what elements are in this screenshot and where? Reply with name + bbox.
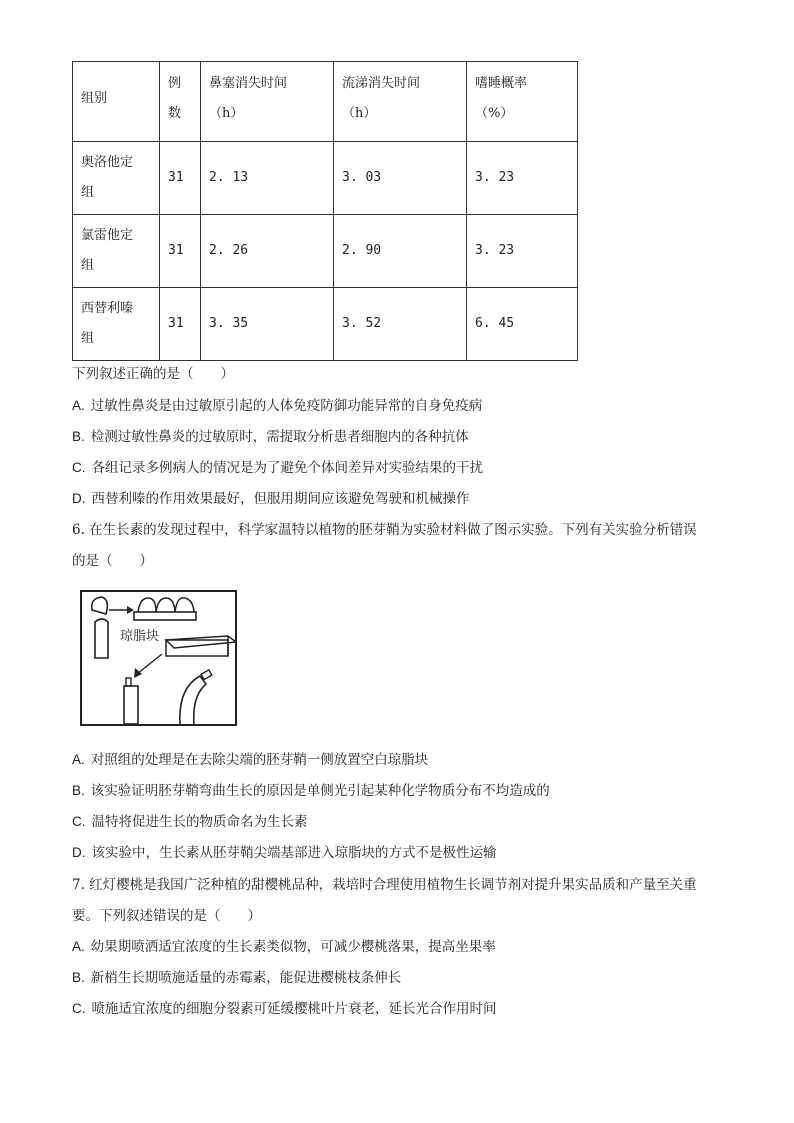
agar-plate	[134, 612, 196, 620]
cell-nasal: 2. 26	[201, 215, 334, 288]
header-drowsy: 嗜睡概率 （%）	[467, 62, 578, 142]
decapitated-coleoptile	[95, 619, 108, 658]
cell-drowsy: 3. 23	[467, 215, 578, 288]
q7-stem-line1: 7. 红灯樱桃是我国广泛种植的甜樱桃品种，栽培时合理使用植物生长调节剂对提升果实品质和产量至关重	[72, 877, 697, 893]
q7-option-a: A. 幼果期喷洒适宜浓度的生长素类似物，可减少樱桃落果，提高坐果率	[72, 939, 496, 955]
q5-option-c: C. 各组记录多例病人的情况是为了避免个体间差异对实验结果的干扰	[72, 460, 483, 476]
q5-option-d: D. 西替利嗪的作用效果最好，但服用期间应该避免驾驶和机械操作	[72, 491, 470, 507]
q7-stem-line2: 要。下列叙述错误的是（ ）	[72, 908, 261, 924]
test-coleoptile	[124, 686, 138, 724]
q7-option-b: B. 新梢生长期喷施适量的赤霉素，能促进樱桃枝条伸长	[72, 970, 402, 986]
header-runny: 流涕消失时间 （h）	[334, 62, 467, 142]
agar-block-label: 琼脂块	[120, 629, 160, 644]
q5-option-b: B. 检测过敏性鼻炎的过敏原时，需提取分析患者细胞内的各种抗体	[72, 429, 469, 445]
q5-option-a: A. 过敏性鼻炎是由过敏原引起的人体免疫防御功能异常的自身免疫病	[72, 398, 483, 414]
cell-runny: 3. 03	[334, 142, 467, 215]
cut-tip-shape	[92, 597, 108, 614]
arrow-head-2	[134, 668, 142, 678]
agar-block	[166, 636, 235, 648]
went-experiment-figure	[80, 590, 237, 726]
cell-drowsy: 3. 23	[467, 142, 578, 215]
cell-drowsy: 6. 45	[467, 288, 578, 361]
curved-coleoptile	[180, 676, 206, 724]
q5-stem: 下列叙述正确的是（ ）	[72, 366, 234, 382]
table-header-row	[73, 62, 578, 142]
table-row	[73, 142, 578, 215]
header-nasal: 鼻塞消失时间 （h）	[201, 62, 334, 142]
results-table	[72, 61, 578, 361]
cell-n: 31	[160, 215, 201, 288]
table-row	[73, 215, 578, 288]
cell-n: 31	[160, 142, 201, 215]
header-count: 例 数	[160, 62, 201, 142]
q6-option-c: C. 温特将促进生长的物质命名为生长素	[72, 814, 308, 830]
cell-group: 奥洛他定 组	[73, 142, 160, 215]
q6-option-d: D. 该实验中，生长素从胚芽鞘尖端基部进入琼脂块的方式不是极性运输	[72, 845, 497, 861]
cell-n: 31	[160, 288, 201, 361]
q6-option-a: A. 对照组的处理是在去除尖端的胚芽鞘一侧放置空白琼脂块	[72, 752, 429, 768]
cell-group: 氯雷他定 组	[73, 215, 160, 288]
header-group: 组别	[73, 62, 160, 142]
arrow-head	[127, 606, 134, 614]
experiment-diagram	[82, 592, 235, 724]
table-row	[73, 288, 578, 361]
q6-option-b: B. 该实验证明胚芽鞘弯曲生长的原因是单侧光引起某种化学物质分布不均造成的	[72, 783, 550, 799]
cell-nasal: 2. 13	[201, 142, 334, 215]
cell-runny: 3. 52	[334, 288, 467, 361]
q7-option-c: C. 喷施适宜浓度的细胞分裂素可延缓樱桃叶片衰老，延长光合作用时间	[72, 1001, 497, 1017]
cell-nasal: 3. 35	[201, 288, 334, 361]
cell-group: 西替利嗪 组	[73, 288, 160, 361]
q6-stem-line2: 的是（ ）	[72, 553, 153, 569]
cell-runny: 2. 90	[334, 215, 467, 288]
q6-stem-line1: 6. 在生长素的发现过程中，科学家温特以植物的胚芽鞘为实验材料做了图示实验。下列有关实验分析错误	[72, 522, 697, 538]
